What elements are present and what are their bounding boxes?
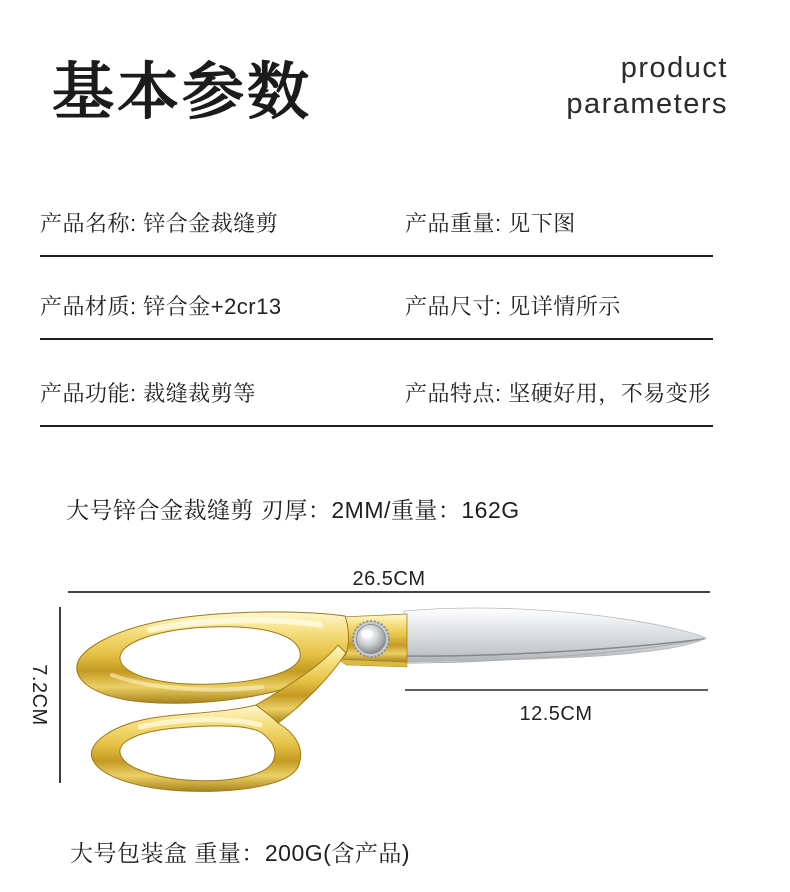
product-note: 大号锌合金裁缝剪 刃厚：2MM/重量：162G xyxy=(66,497,520,523)
scissors-figure xyxy=(0,555,790,805)
spec-row-3 xyxy=(40,340,713,427)
spec-product-size: 产品尺寸: 见详情所示 xyxy=(405,294,621,319)
subtitle-line-2: parameters xyxy=(566,88,728,120)
subtitle-line-1: product xyxy=(620,52,728,84)
scissors-photo xyxy=(77,608,706,791)
blade-length-label: 12.5CM xyxy=(519,703,593,725)
package-note: 大号包装盒 重量：200G(含产品) xyxy=(70,840,410,866)
page-subtitle-en xyxy=(566,50,728,122)
spec-row-2 xyxy=(40,257,713,340)
spec-table xyxy=(40,195,713,427)
spec-product-name: 产品名称: 锌合金裁缝剪 xyxy=(40,211,279,236)
scissors-blade xyxy=(404,608,706,662)
spec-product-feature: 产品特点: 坚硬好用，不易变形 xyxy=(405,381,711,406)
spec-product-weight: 产品重量: 见下图 xyxy=(405,211,576,236)
scissors-pivot-button xyxy=(357,625,386,654)
spec-product-function: 产品功能: 裁缝裁剪等 xyxy=(40,381,256,406)
overall-length-label: 26.5CM xyxy=(352,568,426,590)
pivot-button-highlight xyxy=(361,630,373,639)
height-label: 7.2CM xyxy=(28,664,50,726)
page-title: 基本参数 xyxy=(52,58,313,127)
spec-row-1 xyxy=(40,195,713,257)
spec-product-material: 产品材质: 锌合金+2cr13 xyxy=(40,294,282,319)
scissors-image xyxy=(0,555,790,805)
